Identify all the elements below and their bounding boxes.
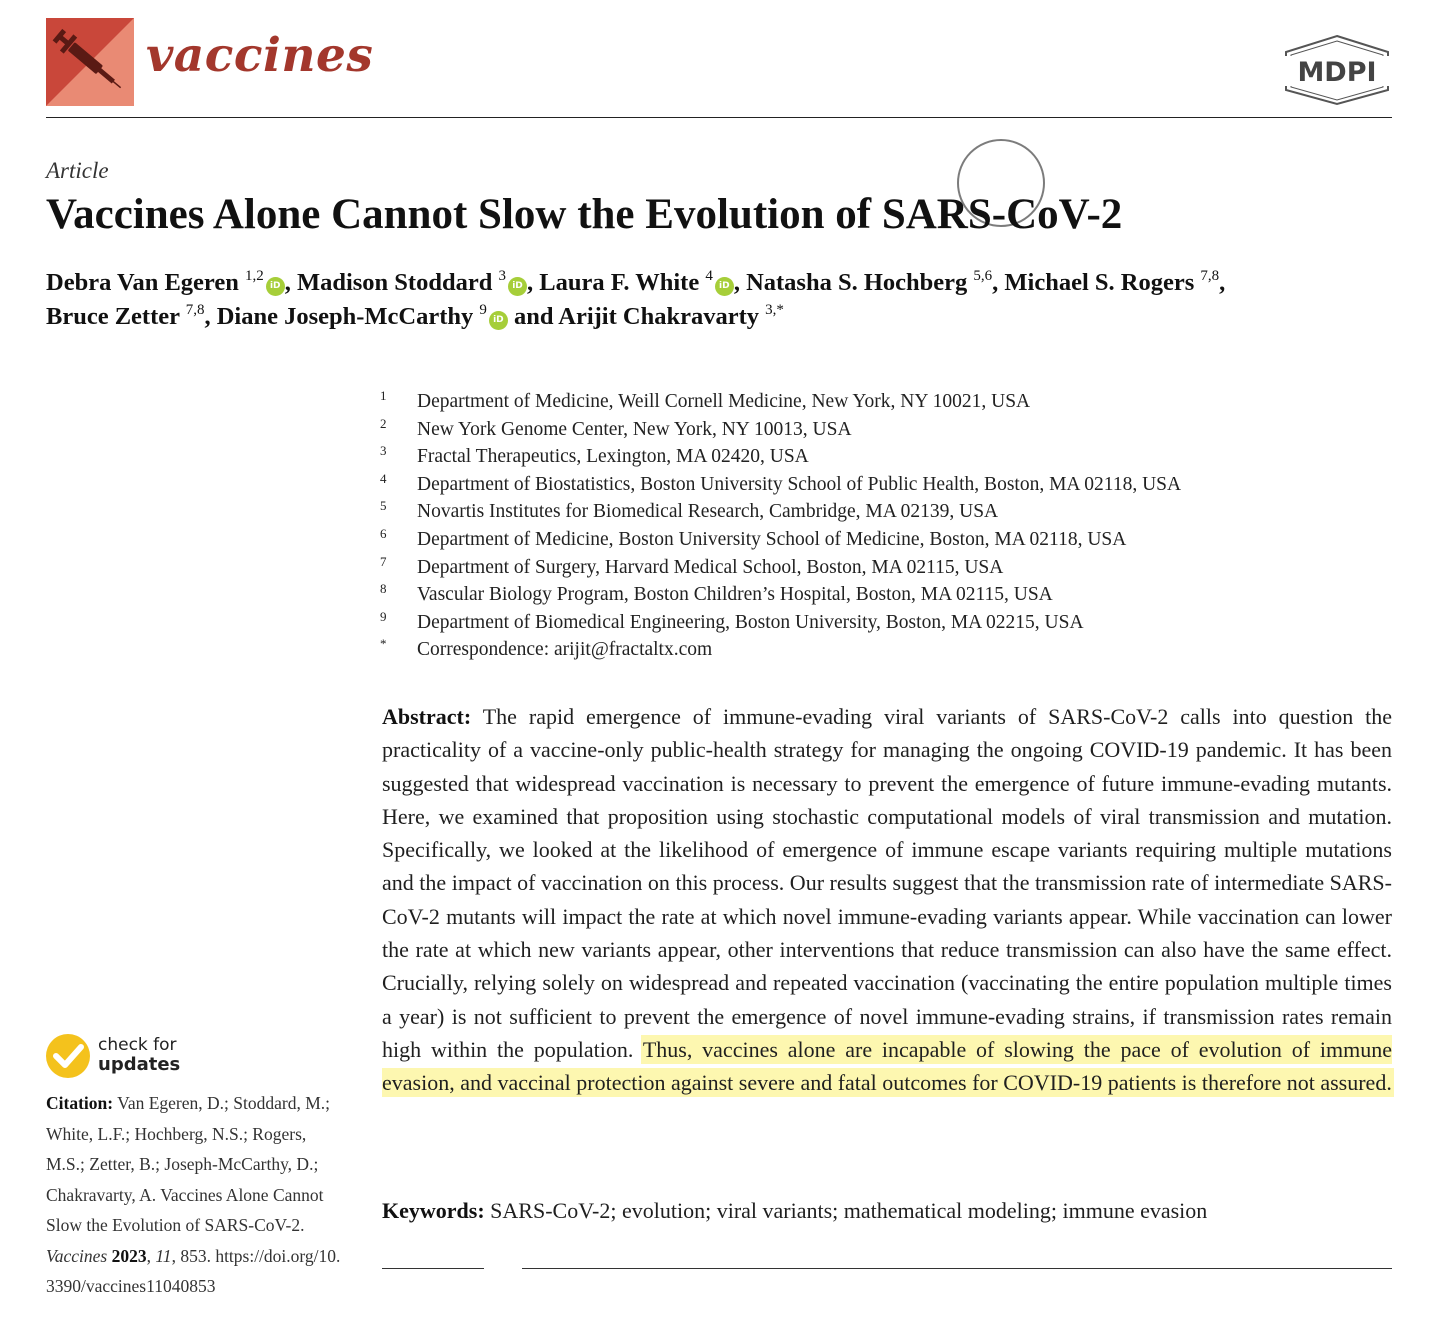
mdpi-text: MDPI (1297, 57, 1377, 88)
orcid-icon[interactable]: iD (715, 277, 734, 296)
author-separator: , (992, 269, 1005, 296)
footnote-rule-short (382, 1268, 484, 1269)
affiliation-text: New York Genome Center, New York, NY 10013, USA (417, 418, 852, 440)
author-separator: , (284, 269, 297, 296)
citation-sep: , (146, 1245, 156, 1266)
check-for-updates-button[interactable] (46, 1032, 246, 1082)
affiliation-text: Department of Biostatistics, Boston University School of Public Health, Boston, MA 02118, USA (417, 473, 1182, 495)
journal-name[interactable]: vaccines (146, 28, 374, 83)
header-divider (46, 117, 1392, 118)
article-title: Vaccines Alone Cannot Slow the Evolution of SARS-CoV-2 (46, 191, 1123, 238)
affiliation-item (380, 388, 1390, 416)
author-name[interactable]: Michael S. Rogers (1004, 269, 1195, 296)
affiliation-number: * (380, 636, 387, 652)
affiliation-item (380, 526, 1390, 554)
affiliation-number: 9 (380, 608, 387, 624)
author-affiliation-ref: 3 (498, 268, 506, 284)
citation-year: 2023 (111, 1245, 147, 1266)
author-separator: , (1219, 269, 1226, 296)
affiliation-item (380, 416, 1390, 444)
affiliation-text: Department of Biomedical Engineering, Boston University, Boston, MA 02215, USA (417, 611, 1084, 633)
affiliation-number: 5 (380, 498, 387, 514)
check-badge-icon (46, 1034, 90, 1078)
citation-doi-link[interactable]: https://doi.org/10.3390/vaccines11040853 (46, 1245, 341, 1296)
author-separator: , (733, 269, 747, 296)
orcid-icon[interactable]: iD (489, 311, 508, 330)
author-affiliation-ref: 3,* (765, 302, 784, 318)
author-affiliation-ref: 1,2 (244, 268, 264, 284)
affiliation-number: 8 (380, 581, 387, 597)
abstract-highlight: Thus, vaccines alone are incapable of slowing the pace of evolution of immune evasion, and vaccinal protection against severe and fatal outcomes for COVID-19 patients is therefore not assured. (382, 1036, 1392, 1096)
keywords-text: SARS-CoV-2; evolution; viral variants; mathematical modeling; immune evasion (484, 1198, 1208, 1223)
citation-pages: , 853. (171, 1245, 211, 1266)
author-name[interactable]: Arijit Chakravarty (558, 303, 759, 330)
author-separator: and (507, 303, 559, 330)
affiliation-number: 4 (380, 470, 387, 486)
orcid-icon[interactable]: iD (508, 277, 527, 296)
author-affiliation-ref: 4 (705, 268, 713, 284)
orcid-icon[interactable]: iD (266, 277, 285, 296)
author-affiliation-ref: 7,8 (185, 302, 205, 318)
abstract-label: Abstract: (382, 704, 472, 729)
syringe-icon (46, 18, 134, 106)
affiliation-item (380, 636, 1390, 664)
affiliation-list (380, 388, 1390, 664)
author-affiliation-ref: 5,6 (973, 268, 993, 284)
updates-label: updates (98, 1054, 181, 1075)
author-name[interactable]: Laura F. White (539, 269, 700, 296)
author-name[interactable]: Debra Van Egeren (46, 269, 239, 296)
affiliation-text: Novartis Institutes for Biomedical Research, Cambridge, MA 02139, USA (417, 501, 999, 523)
abstract (382, 700, 1392, 1100)
affiliation-number: 7 (380, 553, 387, 569)
affiliation-number: 3 (380, 443, 387, 459)
keywords-label: Keywords: (382, 1198, 485, 1223)
citation-journal: Vaccines (46, 1245, 108, 1266)
affiliation-text: Department of Medicine, Weill Cornell Medicine, New York, NY 10021, USA (417, 391, 1031, 412)
affiliation-number: 1 (380, 388, 387, 403)
affiliation-item (380, 554, 1390, 582)
author-name[interactable]: Diane Joseph-McCarthy (216, 303, 474, 330)
author-affiliation-ref: 9 (479, 302, 487, 318)
abstract-text: The rapid emergence of immune-evading viral variants of SARS-CoV-2 calls into question the practicality of a vaccine-only public-health strategy for managing the ongoing COVID-19 pandemic. It has been suggested that widespread vaccination is necessary to prevent the emergence of future immune-evading mutants. Here, we examined that proposition using stochastic computational models of viral transmission and mutation. Specifically, we looked at the likelihood of emergence of immune escape variants requiring multiple mutations and the impact of vaccination on this process. Our results suggest that the transmission rate of intermediate SARS-CoV-2 mutants will impact the rate at which novel immune-evading variants appear. While vaccination can lower the rate at which new variants appear, other interventions that reduce transmission can also have the same effect. Crucially, relying solely on widespread and repeated vaccination (vaccinating the entire population multiple times a year) is not sufficient to prevent the emergence of novel immune-evading strains, if transmission rates remain high within the population. (382, 704, 1392, 1062)
keywords (382, 1198, 1392, 1224)
author-name[interactable]: Madison Stoddard (296, 269, 493, 296)
affiliation-item (380, 443, 1390, 471)
mdpi-logo[interactable] (1282, 34, 1392, 106)
affiliation-text: Vascular Biology Program, Boston Children’s Hospital, Boston, MA 02115, USA (417, 584, 1053, 606)
citation-label: Citation: (46, 1093, 114, 1113)
article-type: Article (46, 158, 109, 183)
affiliation-number: 2 (380, 415, 387, 431)
author-separator: , (204, 303, 217, 330)
affiliation-item (380, 471, 1390, 499)
journal-logo[interactable] (46, 18, 134, 106)
citation (46, 1088, 346, 1302)
citation-volume: 11 (155, 1245, 172, 1266)
author-affiliation-ref: 7,8 (1200, 268, 1220, 284)
author-separator: , (526, 269, 540, 296)
citation-text: Van Egeren, D.; Stoddard, M.; White, L.F.; Hochberg, N.S.; Rogers, M.S.; Zetter, B.; Joseph-McCarthy, D.; Chakravarty, A. Vaccines Alone Cannot Slow the Evolution of SARS-CoV-2. (46, 1093, 331, 1235)
affiliation-item (380, 581, 1390, 609)
affiliation-item (380, 498, 1390, 526)
affiliation-item (380, 609, 1390, 637)
affiliation-number: 6 (380, 525, 387, 541)
affiliation-text: Correspondence: arijit@fractaltx.com (417, 639, 713, 661)
author-name[interactable]: Bruce Zetter (46, 303, 180, 330)
check-for-label: check for (98, 1035, 177, 1055)
author-list (46, 266, 1406, 334)
footnote-rule-long (522, 1268, 1392, 1269)
affiliation-text: Department of Medicine, Boston University School of Medicine, Boston, MA 02118, USA (417, 528, 1127, 550)
author-name[interactable]: Natasha S. Hochberg (746, 269, 968, 296)
affiliation-text: Department of Surgery, Harvard Medical School, Boston, MA 02115, USA (417, 556, 1004, 578)
affiliation-text: Fractal Therapeutics, Lexington, MA 02420, USA (417, 446, 809, 468)
